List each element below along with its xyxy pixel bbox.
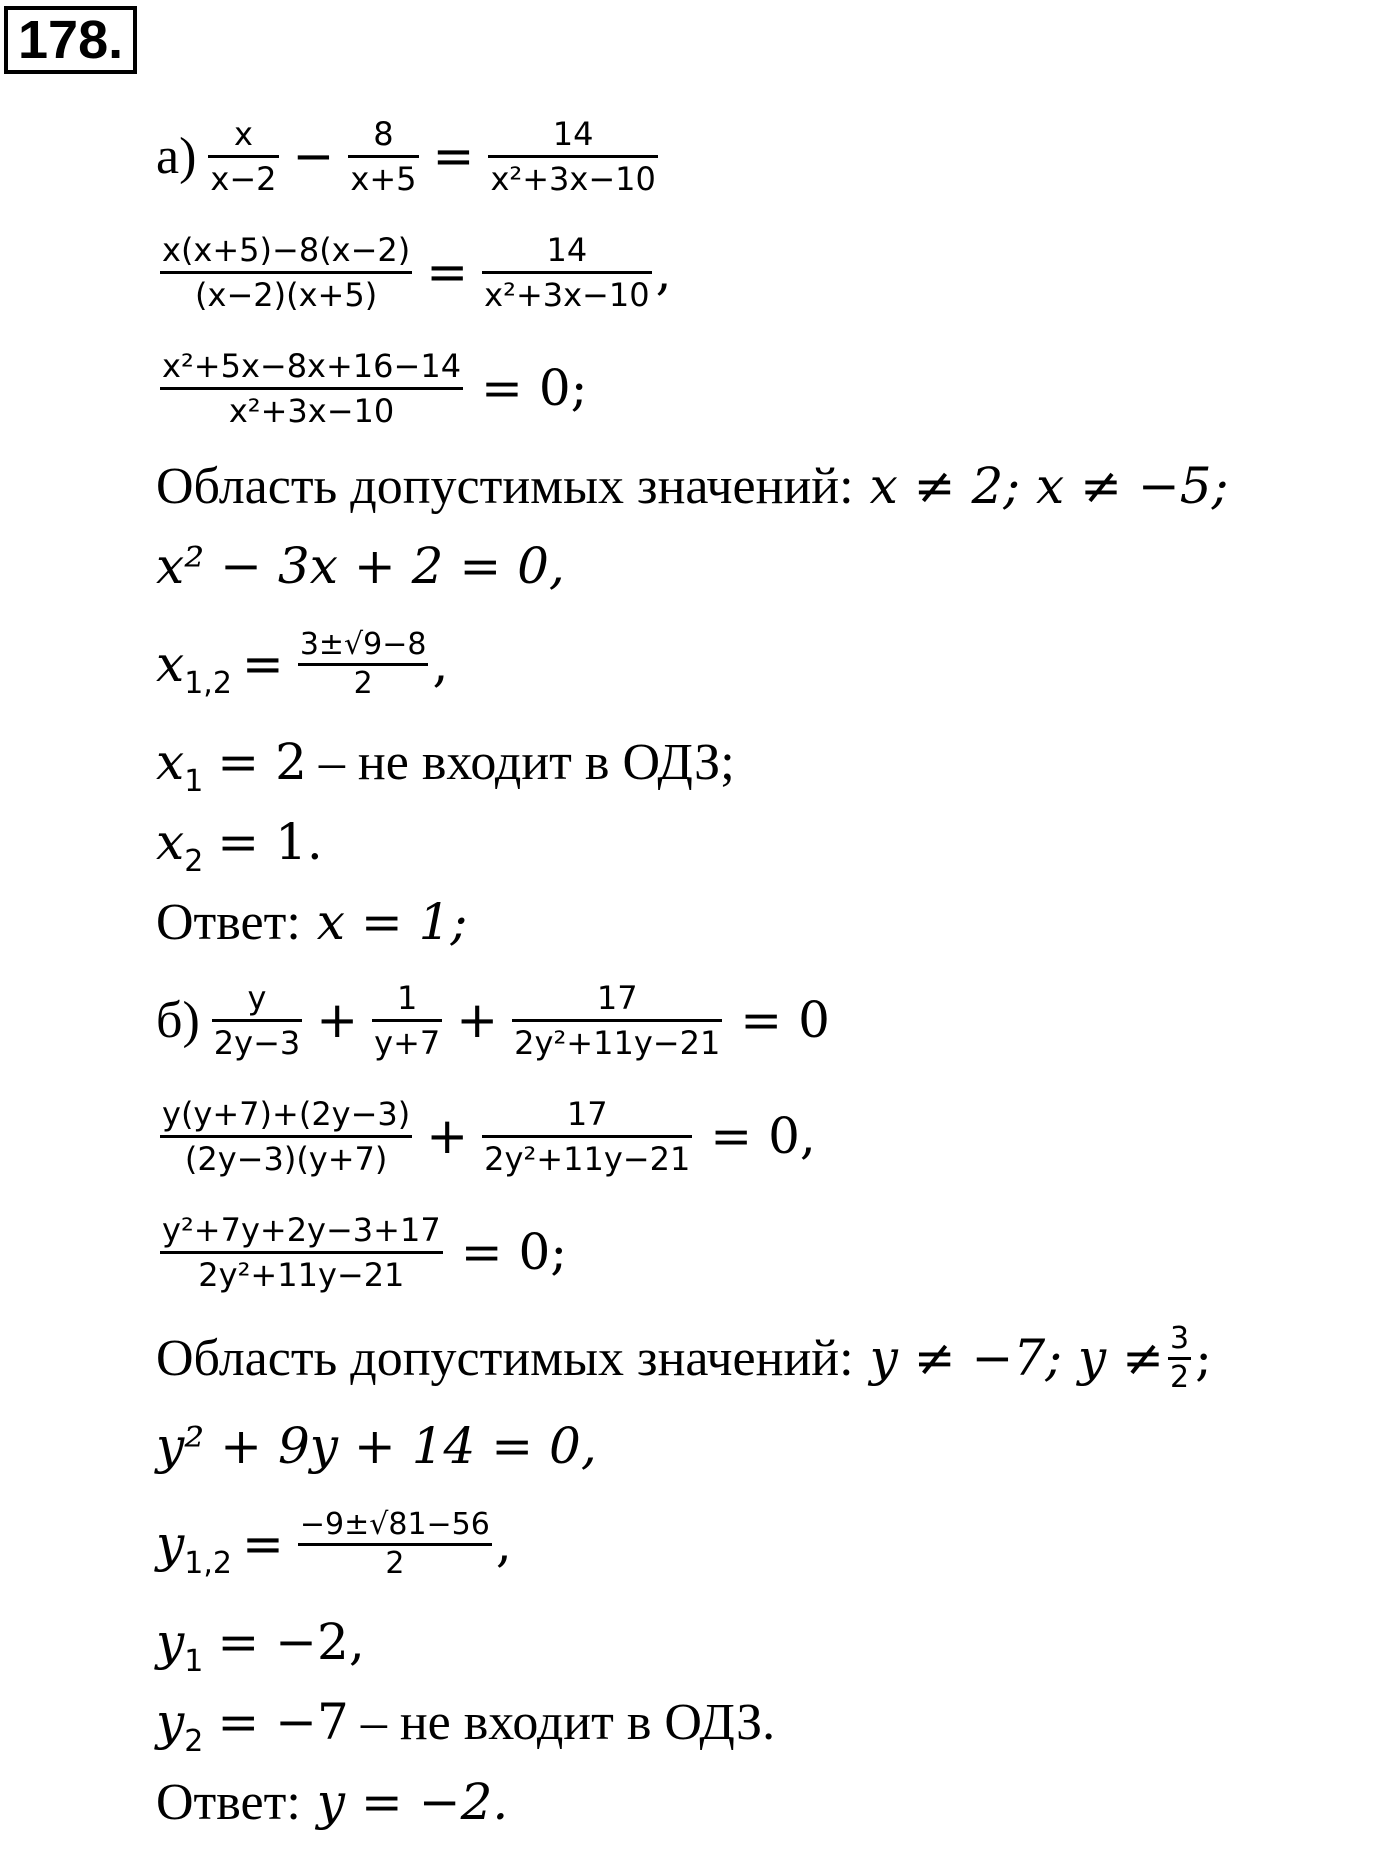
root-variable: $x_2$ bbox=[156, 813, 204, 879]
numerator: −9±√81−56 bbox=[299, 1506, 490, 1542]
fraction bbox=[372, 977, 442, 1064]
domain-label: Область допустимых значений: bbox=[156, 1329, 854, 1387]
numerator: y bbox=[247, 978, 267, 1017]
part-b-roots-formula bbox=[156, 1486, 1386, 1602]
fraction bbox=[482, 229, 651, 316]
punctuation: ; bbox=[1195, 1329, 1212, 1387]
part-a-roots-formula bbox=[156, 606, 1386, 722]
part-a-root-2 bbox=[156, 802, 1386, 882]
denominator: 2 bbox=[1169, 1359, 1190, 1395]
numerator: 3±√9−8 bbox=[299, 626, 427, 662]
numerator: y²+7y+2y−3+17 bbox=[162, 1210, 441, 1249]
denominator: 2y−3 bbox=[213, 1023, 301, 1062]
numerator: 14 bbox=[552, 114, 594, 153]
numerator: 17 bbox=[596, 978, 638, 1017]
root-variable: $x_1$ bbox=[156, 733, 204, 799]
fraction bbox=[160, 1093, 412, 1180]
part-b-answer bbox=[156, 1762, 1386, 1842]
numerator: y(y+7)+(2y−3) bbox=[162, 1094, 411, 1133]
root-variable: $y_1$ bbox=[156, 1613, 204, 1679]
domain-expression: y ≠ −7; y ≠ bbox=[869, 1329, 1164, 1387]
numerator: x(x+5)−8(x−2) bbox=[162, 230, 411, 269]
denominator: y+7 bbox=[374, 1023, 441, 1062]
fraction bbox=[160, 1209, 443, 1296]
root-value: = 1. bbox=[217, 813, 323, 871]
answer-expression: y = −2. bbox=[316, 1773, 509, 1831]
solution-content bbox=[156, 98, 1386, 1842]
part-b-domain bbox=[156, 1310, 1386, 1406]
fraction bbox=[1168, 1321, 1191, 1396]
fraction bbox=[298, 1507, 492, 1582]
roots-variable: $x_{1,2}$ bbox=[156, 635, 232, 701]
part-a-equation-2 bbox=[156, 214, 1386, 330]
part-b-equation-2 bbox=[156, 1078, 1386, 1194]
part-b-root-1 bbox=[156, 1602, 1386, 1682]
part-a-label: а) bbox=[156, 127, 197, 185]
numerator: 3 bbox=[1169, 1320, 1190, 1356]
problem-number: 178. bbox=[4, 6, 137, 74]
denominator: 2y²+11y−21 bbox=[198, 1255, 405, 1294]
part-a-equation-3 bbox=[156, 330, 1386, 446]
numerator: 14 bbox=[546, 230, 588, 269]
denominator: x²+3x−10 bbox=[490, 159, 656, 198]
quadratic-equation: y² + 9y + 14 = 0, bbox=[156, 1417, 597, 1475]
punctuation: , bbox=[655, 243, 672, 301]
denominator: x²+3x−10 bbox=[484, 275, 650, 314]
numerator: 8 bbox=[373, 114, 394, 153]
fraction bbox=[512, 977, 722, 1064]
root-subscript: 1 bbox=[184, 764, 204, 799]
roots-variable: $y_{1,2}$ bbox=[156, 1515, 232, 1581]
part-b-equation-1 bbox=[156, 962, 1386, 1078]
domain-label: Область допустимых значений: bbox=[156, 457, 854, 515]
part-b-label: б) bbox=[156, 991, 200, 1049]
denominator: x+5 bbox=[350, 159, 417, 198]
equals-sign: = bbox=[432, 127, 475, 185]
denominator: 2y²+11y−21 bbox=[484, 1139, 691, 1178]
root-value: = −2, bbox=[217, 1613, 365, 1671]
root-subscript: 1 bbox=[184, 1644, 204, 1679]
answer-label: Ответ: bbox=[156, 1773, 301, 1831]
equation-rhs: = 0 bbox=[740, 991, 830, 1049]
part-b-root-2 bbox=[156, 1682, 1386, 1762]
fraction bbox=[298, 627, 429, 702]
roots-subscript: 1,2 bbox=[184, 1546, 232, 1581]
operator: + bbox=[316, 991, 359, 1049]
numerator: x²+5x−8x+16−14 bbox=[162, 346, 462, 385]
denominator: x²+3x−10 bbox=[228, 391, 395, 430]
part-a-quadratic bbox=[156, 526, 1386, 606]
answer-expression: x = 1; bbox=[316, 893, 468, 951]
operator: − bbox=[292, 127, 335, 185]
part-a-equation-1 bbox=[156, 98, 1386, 214]
fraction bbox=[160, 345, 463, 432]
answer-label: Ответ: bbox=[156, 893, 301, 951]
fraction bbox=[212, 977, 302, 1064]
root-value: = −7 bbox=[217, 1693, 349, 1751]
root-subscript: 2 bbox=[184, 844, 204, 879]
operator: + bbox=[426, 1107, 469, 1165]
denominator: 2 bbox=[353, 665, 373, 701]
denominator: 2y²+11y−21 bbox=[514, 1023, 721, 1062]
denominator: 2 bbox=[385, 1545, 405, 1581]
part-a-domain bbox=[156, 446, 1386, 526]
fraction bbox=[488, 113, 657, 200]
roots-subscript: 1,2 bbox=[184, 666, 232, 701]
fraction bbox=[482, 1093, 692, 1180]
equation-rhs: = 0; bbox=[460, 1223, 568, 1281]
root-variable: $y_2$ bbox=[156, 1693, 204, 1759]
equals-sign: = bbox=[241, 635, 284, 693]
quadratic-equation: x² − 3x + 2 = 0, bbox=[156, 537, 565, 595]
numerator: 1 bbox=[397, 978, 418, 1017]
fraction bbox=[348, 113, 418, 200]
root-note: – не входит в ОДЗ. bbox=[360, 1693, 776, 1751]
numerator: 17 bbox=[566, 1094, 608, 1133]
part-a-answer bbox=[156, 882, 1386, 962]
part-a-root-1 bbox=[156, 722, 1386, 802]
punctuation: , bbox=[432, 635, 449, 693]
fraction bbox=[208, 113, 278, 200]
fraction bbox=[160, 229, 412, 316]
operator: + bbox=[456, 991, 499, 1049]
part-b-quadratic bbox=[156, 1406, 1386, 1486]
part-b-equation-3 bbox=[156, 1194, 1386, 1310]
equals-sign: = bbox=[426, 243, 469, 301]
equation-rhs: = 0, bbox=[710, 1107, 816, 1165]
root-value: = 2 bbox=[217, 733, 307, 791]
equals-sign: = bbox=[241, 1515, 284, 1573]
denominator: (2y−3)(y+7) bbox=[184, 1139, 388, 1178]
root-subscript: 2 bbox=[184, 1724, 204, 1759]
punctuation: , bbox=[495, 1515, 512, 1573]
denominator: (x−2)(x+5) bbox=[195, 275, 378, 314]
numerator: x bbox=[233, 114, 253, 153]
domain-expression: x ≠ 2; x ≠ −5; bbox=[869, 457, 1229, 515]
denominator: x−2 bbox=[210, 159, 277, 198]
root-note: – не входит в ОДЗ; bbox=[318, 733, 735, 791]
equation-rhs: = 0; bbox=[481, 359, 588, 417]
